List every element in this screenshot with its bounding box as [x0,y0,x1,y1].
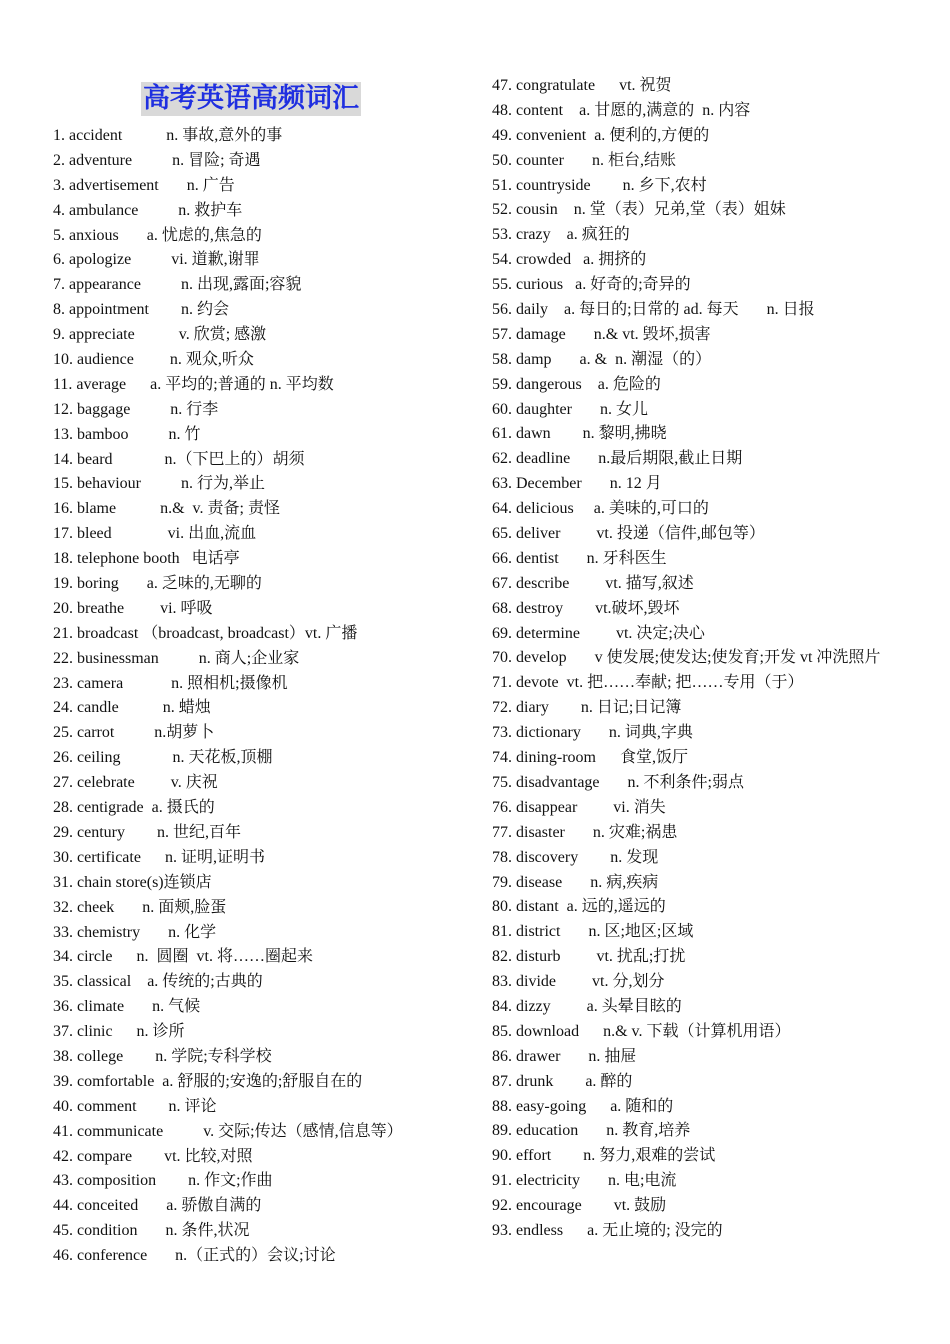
vocabulary-entry: 30. certificate n. 证明,证明书 [53,848,265,866]
vocabulary-entry: 75. disadvantage n. 不利条件;弱点 [492,773,744,791]
vocabulary-entry: 74. dining-room 食堂,饭厅 [492,749,688,767]
vocabulary-entry: 87. drunk a. 醉的 [492,1072,633,1090]
vocabulary-entry: 2. adventure n. 冒险; 奇遇 [53,151,261,169]
vocabulary-entry: 25. carrot n.胡萝卜 [53,724,215,742]
vocabulary-entry: 5. anxious a. 忧虑的,焦急的 [53,226,262,244]
vocabulary-entry: 67. describe vt. 描写,叙述 [492,574,694,592]
vocabulary-entry: 24. candle n. 蜡烛 [53,699,211,717]
vocabulary-entry: 63. December n. 12 月 [492,475,662,493]
vocabulary-entry: 79. disease n. 病,疾病 [492,873,659,891]
vocabulary-entry: 43. composition n. 作文;作曲 [53,1172,273,1190]
vocabulary-entry: 60. daughter n. 女儿 [492,400,648,418]
vocabulary-entry: 84. dizzy a. 头晕目眩的 [492,997,682,1015]
vocabulary-entry: 64. delicious a. 美味的,可口的 [492,500,709,518]
vocabulary-entry: 51. countryside n. 乡下,农村 [492,176,707,194]
vocabulary-entry: 14. beard n.（下巴上的）胡须 [53,450,305,468]
vocabulary-entry: 11. average a. 平均的;普通的 n. 平均数 [53,375,334,393]
vocabulary-entry: 31. chain store(s)连锁店 [53,873,212,891]
vocabulary-entry: 59. dangerous a. 危险的 [492,375,661,393]
vocabulary-entry: 72. diary n. 日记;日记簿 [492,699,682,717]
vocabulary-entry: 28. centigrade a. 摄氏的 [53,799,215,817]
vocabulary-entry: 61. dawn n. 黎明,拂晓 [492,425,667,443]
vocabulary-entry: 46. conference n.（正式的）会议;讨论 [53,1247,336,1265]
vocabulary-entry: 57. damage n.& vt. 毁坏,损害 [492,325,711,343]
vocabulary-entry: 10. audience n. 观众,听众 [53,351,254,369]
vocabulary-entry: 81. district n. 区;地区;区域 [492,923,694,941]
vocabulary-entry: 22. businessman n. 商人;企业家 [53,649,300,667]
vocabulary-entry: 1. accident n. 事故,意外的事 [53,127,283,144]
vocabulary-entry: 26. ceiling n. 天花板,顶棚 [53,749,273,767]
vocabulary-entry: 65. deliver vt. 投递（信件,邮包等） [492,525,765,543]
vocabulary-list-left [53,124,453,1269]
vocabulary-entry: 19. boring a. 乏味的,无聊的 [53,575,262,593]
vocabulary-entry: 80. distant a. 远的,遥远的 [492,898,666,916]
vocabulary-entry: 48. content a. 甘愿的,满意的 n. 内容 [492,101,751,119]
vocabulary-entry: 23. camera n. 照相机;摄像机 [53,674,288,692]
page-title: 高考英语高频词汇 [143,83,359,114]
vocabulary-entry: 49. convenient a. 便利的,方便的 [492,126,710,144]
vocabulary-entry: 93. endless a. 无止境的; 没完的 [492,1221,723,1239]
vocabulary-entry: 78. discovery n. 发现 [492,848,659,866]
vocabulary-entry: 36. climate n. 气候 [53,998,201,1016]
vocabulary-entry: 76. disappear vi. 消失 [492,798,666,816]
vocabulary-entry: 42. compare vt. 比较,对照 [53,1147,253,1165]
vocabulary-entry: 17. bleed vi. 出血,流血 [53,525,257,543]
vocabulary-entry: 47. congratulate vt. 祝贺 [492,77,672,94]
vocabulary-entry: 71. devote vt. 把……奉献; 把……专用（于） [492,674,804,692]
vocabulary-entry: 41. communicate v. 交际;传达（感情,信息等） [53,1122,403,1140]
vocabulary-entry: 7. appearance n. 出现,露面;容貌 [53,276,302,294]
vocabulary-entry: 66. dentist n. 牙科医生 [492,549,667,567]
vocabulary-entry: 33. chemistry n. 化学 [53,923,217,941]
vocabulary-entry: 92. encourage vt. 鼓励 [492,1197,667,1215]
vocabulary-entry: 39. comfortable a. 舒服的;安逸的;舒服自在的 [53,1072,363,1090]
vocabulary-entry: 44. conceited a. 骄傲自满的 [53,1197,262,1215]
vocabulary-entry: 13. bamboo n. 竹 [53,425,201,443]
vocabulary-entry: 73. dictionary n. 词典,字典 [492,724,693,742]
vocabulary-entry: 55. curious a. 好奇的;奇异的 [492,276,691,294]
vocabulary-entry: 21. broadcast （broadcast, broadcast）vt. 广播 [53,624,358,642]
vocabulary-entry: 89. education n. 教育,培养 [492,1122,691,1140]
vocabulary-entry: 16. blame n.& v. 责备; 责怪 [53,500,280,518]
vocabulary-entry: 53. crazy a. 疯狂的 [492,226,630,244]
vocabulary-entry: 38. college n. 学院;专科学校 [53,1047,272,1065]
vocabulary-entry: 58. damp a. & n. 潮湿（的） [492,350,712,368]
vocabulary-entry: 86. drawer n. 抽屉 [492,1047,637,1065]
vocabulary-entry: 45. condition n. 条件,状况 [53,1222,250,1240]
vocabulary-entry: 6. apologize vi. 道歉,谢罪 [53,251,260,269]
vocabulary-list-right [492,74,892,1244]
vocabulary-entry: 52. cousin n. 堂（表）兄弟,堂（表）姐妹 [492,201,786,219]
vocabulary-entry: 40. comment n. 评论 [53,1097,217,1115]
vocabulary-entry: 88. easy-going a. 随和的 [492,1097,674,1115]
vocabulary-entry: 9. appreciate v. 欣赏; 感激 [53,326,267,344]
vocabulary-entry: 37. clinic n. 诊所 [53,1023,185,1041]
vocabulary-entry: 69. determine vt. 决定;决心 [492,624,705,642]
vocabulary-entry: 3. advertisement n. 广告 [53,176,235,194]
vocabulary-entry: 12. baggage n. 行李 [53,400,219,418]
vocabulary-entry: 91. electricity n. 电;电流 [492,1172,677,1190]
vocabulary-entry: 8. appointment n. 约会 [53,301,229,319]
vocabulary-entry: 83. divide vt. 分,划分 [492,973,665,991]
vocabulary-entry: 90. effort n. 努力,艰难的尝试 [492,1147,716,1165]
vocabulary-entry: 70. develop v 使发展;使发达;使发育;开发 vt 冲洗照片 [492,649,881,667]
vocabulary-entry: 82. disturb vt. 扰乱;打扰 [492,948,686,966]
vocabulary-entry: 54. crowded a. 拥挤的 [492,251,647,269]
vocabulary-entry: 34. circle n. 圆圈 vt. 将……圈起来 [53,948,313,966]
vocabulary-entry: 56. daily a. 每日的;日常的 ad. 每天 n. 日报 [492,301,815,319]
vocabulary-entry: 77. disaster n. 灾难;祸患 [492,823,678,841]
vocabulary-entry: 68. destroy vt.破坏,毁坏 [492,599,680,617]
vocabulary-entry: 50. counter n. 柜台,结账 [492,151,676,169]
vocabulary-entry: 35. classical a. 传统的;古典的 [53,973,263,991]
vocabulary-entry: 32. cheek n. 面颊,脸蛋 [53,898,227,916]
vocabulary-entry: 15. behaviour n. 行为,举止 [53,475,265,493]
vocabulary-entry: 85. download n.& v. 下载（计算机用语） [492,1022,791,1040]
vocabulary-entry: 20. breathe vi. 呼吸 [53,599,213,617]
vocabulary-entry: 29. century n. 世纪,百年 [53,823,241,841]
vocabulary-entry: 4. ambulance n. 救护车 [53,201,243,219]
vocabulary-entry: 27. celebrate v. 庆祝 [53,774,218,792]
vocabulary-entry: 62. deadline n.最后期限,截止日期 [492,450,743,468]
vocabulary-entry: 18. telephone booth 电话亭 [53,550,240,568]
